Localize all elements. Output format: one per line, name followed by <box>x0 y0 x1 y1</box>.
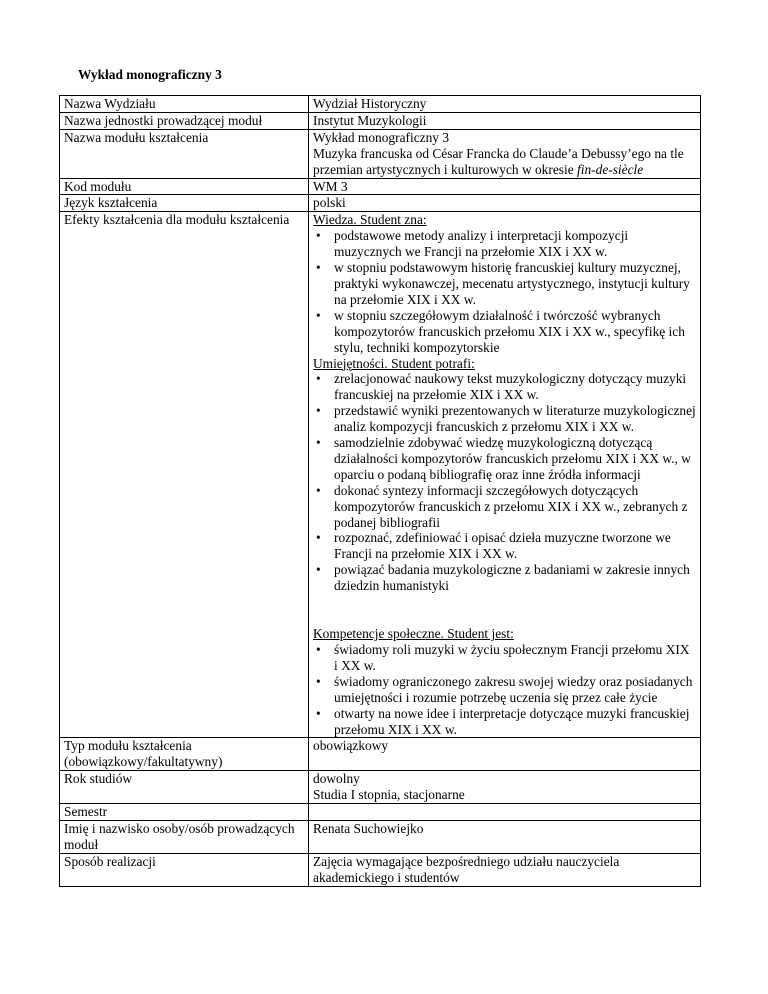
list-item: • w stopniu szczegółowym działalność i twórczość wybranych kompozytorów francuskich przełomu XIX i XX w., specyfikę ich stylu, techniki kompozytorskie <box>316 307 685 355</box>
label-cell: Sposób realizacji <box>60 853 309 886</box>
bullet-icon: • <box>316 705 321 721</box>
list-item: • w stopniu podstawowym historię francuskiej kultury muzycznej, praktyki wykonawczej, mecenatu artystycznego, instytucji kultury na przełomie XIX i XX w. <box>316 260 690 307</box>
kompetencje-list <box>313 642 696 737</box>
bullet-icon: • <box>316 371 321 387</box>
table-row-semestr <box>60 804 701 821</box>
table-row-kod <box>60 178 701 195</box>
table-row-jednostka <box>60 112 701 129</box>
module-name: Wykład monograficzny 3 <box>313 129 450 145</box>
value-cell <box>309 212 701 738</box>
label-cell: Imię i nazwisko osoby/osób prowadzących moduł <box>60 820 309 853</box>
table-row-modul <box>60 129 701 178</box>
bullet-icon: • <box>316 307 321 323</box>
table-row-wydzial <box>60 96 701 113</box>
list-item: • przedstawić wyniki prezentowanych w literaturze muzykologicznej analiz kompozycji francuskich z przełomu XIX i XX w. <box>316 403 696 435</box>
table-row-rok <box>60 771 701 804</box>
list-item: • podstawowe metody analizy i interpretacji kompozycji muzycznych we Francji na przełomie XIX i XX w. <box>316 228 629 260</box>
rok-detail: Studia I stopnia, stacjonarne <box>313 787 465 803</box>
table-row-sposob <box>60 853 701 886</box>
list-item: • powiązać badania muzykologiczne z badaniami w zakresie innych dziedzin humanistyki <box>316 562 690 594</box>
bullet-icon: • <box>316 403 321 419</box>
bullet-icon: • <box>316 673 321 689</box>
list-item: • rozpoznać, zdefiniować i opisać dzieła muzyczne tworzone we Francji na przełomie XIX i XX w. <box>316 530 671 562</box>
label-cell: Język kształcenia <box>60 195 309 212</box>
rok-value: dowolny <box>313 771 360 787</box>
label-cell: Typ modułu kształcenia (obowiązkowy/fakultatywny) <box>60 738 309 771</box>
label-cell: Rok studiów <box>60 771 309 804</box>
list-item: • samodzielnie zdobywać wiedzę muzykologiczną dotyczącą działalności kompozytorów francuskich przełomu XIX i XX w., w oparciu o podaną bibliografię oraz inne źródła informacji <box>316 435 691 482</box>
list-item: • świadomy ograniczonego zakresu swojej wiedzy oraz posiadanych umiejętności i rozumie potrzebę uczenia się przez całe życie <box>316 673 693 705</box>
value-cell <box>309 771 701 804</box>
table-row-prowadzacy <box>60 820 701 853</box>
list-item: • świadomy roli muzyki w życiu społecznym Francji przełomu XIX i XX w. <box>316 642 690 673</box>
bullet-icon: • <box>316 530 321 546</box>
module-subtitle-italic: fin-de-siècle <box>577 161 644 177</box>
bullet-icon: • <box>316 562 321 578</box>
label-cell: Kod modułu <box>60 178 309 195</box>
module-subtitle <box>313 146 696 178</box>
spacer <box>313 594 696 626</box>
label-cell: Nazwa Wydziału <box>60 96 309 113</box>
value-cell: Instytut Muzykologii <box>309 112 701 129</box>
module-table <box>59 95 701 887</box>
list-item: • dokonać syntezy informacji szczegółowych dotyczących kompozytorów francuskich z przełomu XIX i XX w., zebranych z podanej bibliografii <box>316 482 688 530</box>
kompetencje-heading: Kompetencje społeczne. Student jest: <box>313 626 514 642</box>
value-cell: WM 3 <box>309 178 701 195</box>
table-row-typ <box>60 738 701 771</box>
label-cell: Efekty kształcenia dla modułu kształcenia <box>60 212 309 738</box>
label-cell: Nazwa modułu kształcenia <box>60 129 309 178</box>
bullet-icon: • <box>316 642 321 657</box>
table-row-efekty <box>60 212 701 738</box>
list-item: • otwarty na nowe idee i interpretacje dotyczące muzyki francuskiej przełomu XIX i XX w. <box>316 705 690 737</box>
bullet-icon: • <box>316 260 321 276</box>
value-cell: obowiązkowy <box>309 738 701 771</box>
value-cell: Zajęcia wymagające bezpośredniego udziału nauczyciela akademickiego i studentów <box>309 853 701 886</box>
label-cell: Nazwa jednostki prowadzącej moduł <box>60 112 309 129</box>
value-cell: polski <box>309 195 701 212</box>
module-subtitle-text: Muzyka francuska od César Francka do Claude’a Debussy’ego na tle przemian artystycznych i kulturowych w okresie <box>313 145 684 177</box>
label-cell: Semestr <box>60 804 309 821</box>
wiedza-heading: Wiedza. Student zna: <box>313 212 427 228</box>
value-cell: Renata Suchowiejko <box>309 820 701 853</box>
table-row-jezyk <box>60 195 701 212</box>
value-cell <box>309 129 701 178</box>
umiejetnosci-list <box>313 371 696 594</box>
bullet-icon: • <box>316 482 321 498</box>
value-cell: Wydział Historyczny <box>309 96 701 113</box>
umiejetnosci-heading: Umiejętności. Student potrafi: <box>313 355 475 371</box>
value-cell <box>309 804 701 821</box>
bullet-icon: • <box>316 435 321 451</box>
list-item: • zrelacjonować naukowy tekst muzykologiczny dotyczący muzyki francuskiej na przełomie XIX i XX w. <box>316 371 687 403</box>
wiedza-list <box>313 228 696 355</box>
document-title: Wykład monograficzny 3 <box>78 67 222 82</box>
bullet-icon: • <box>316 228 321 244</box>
